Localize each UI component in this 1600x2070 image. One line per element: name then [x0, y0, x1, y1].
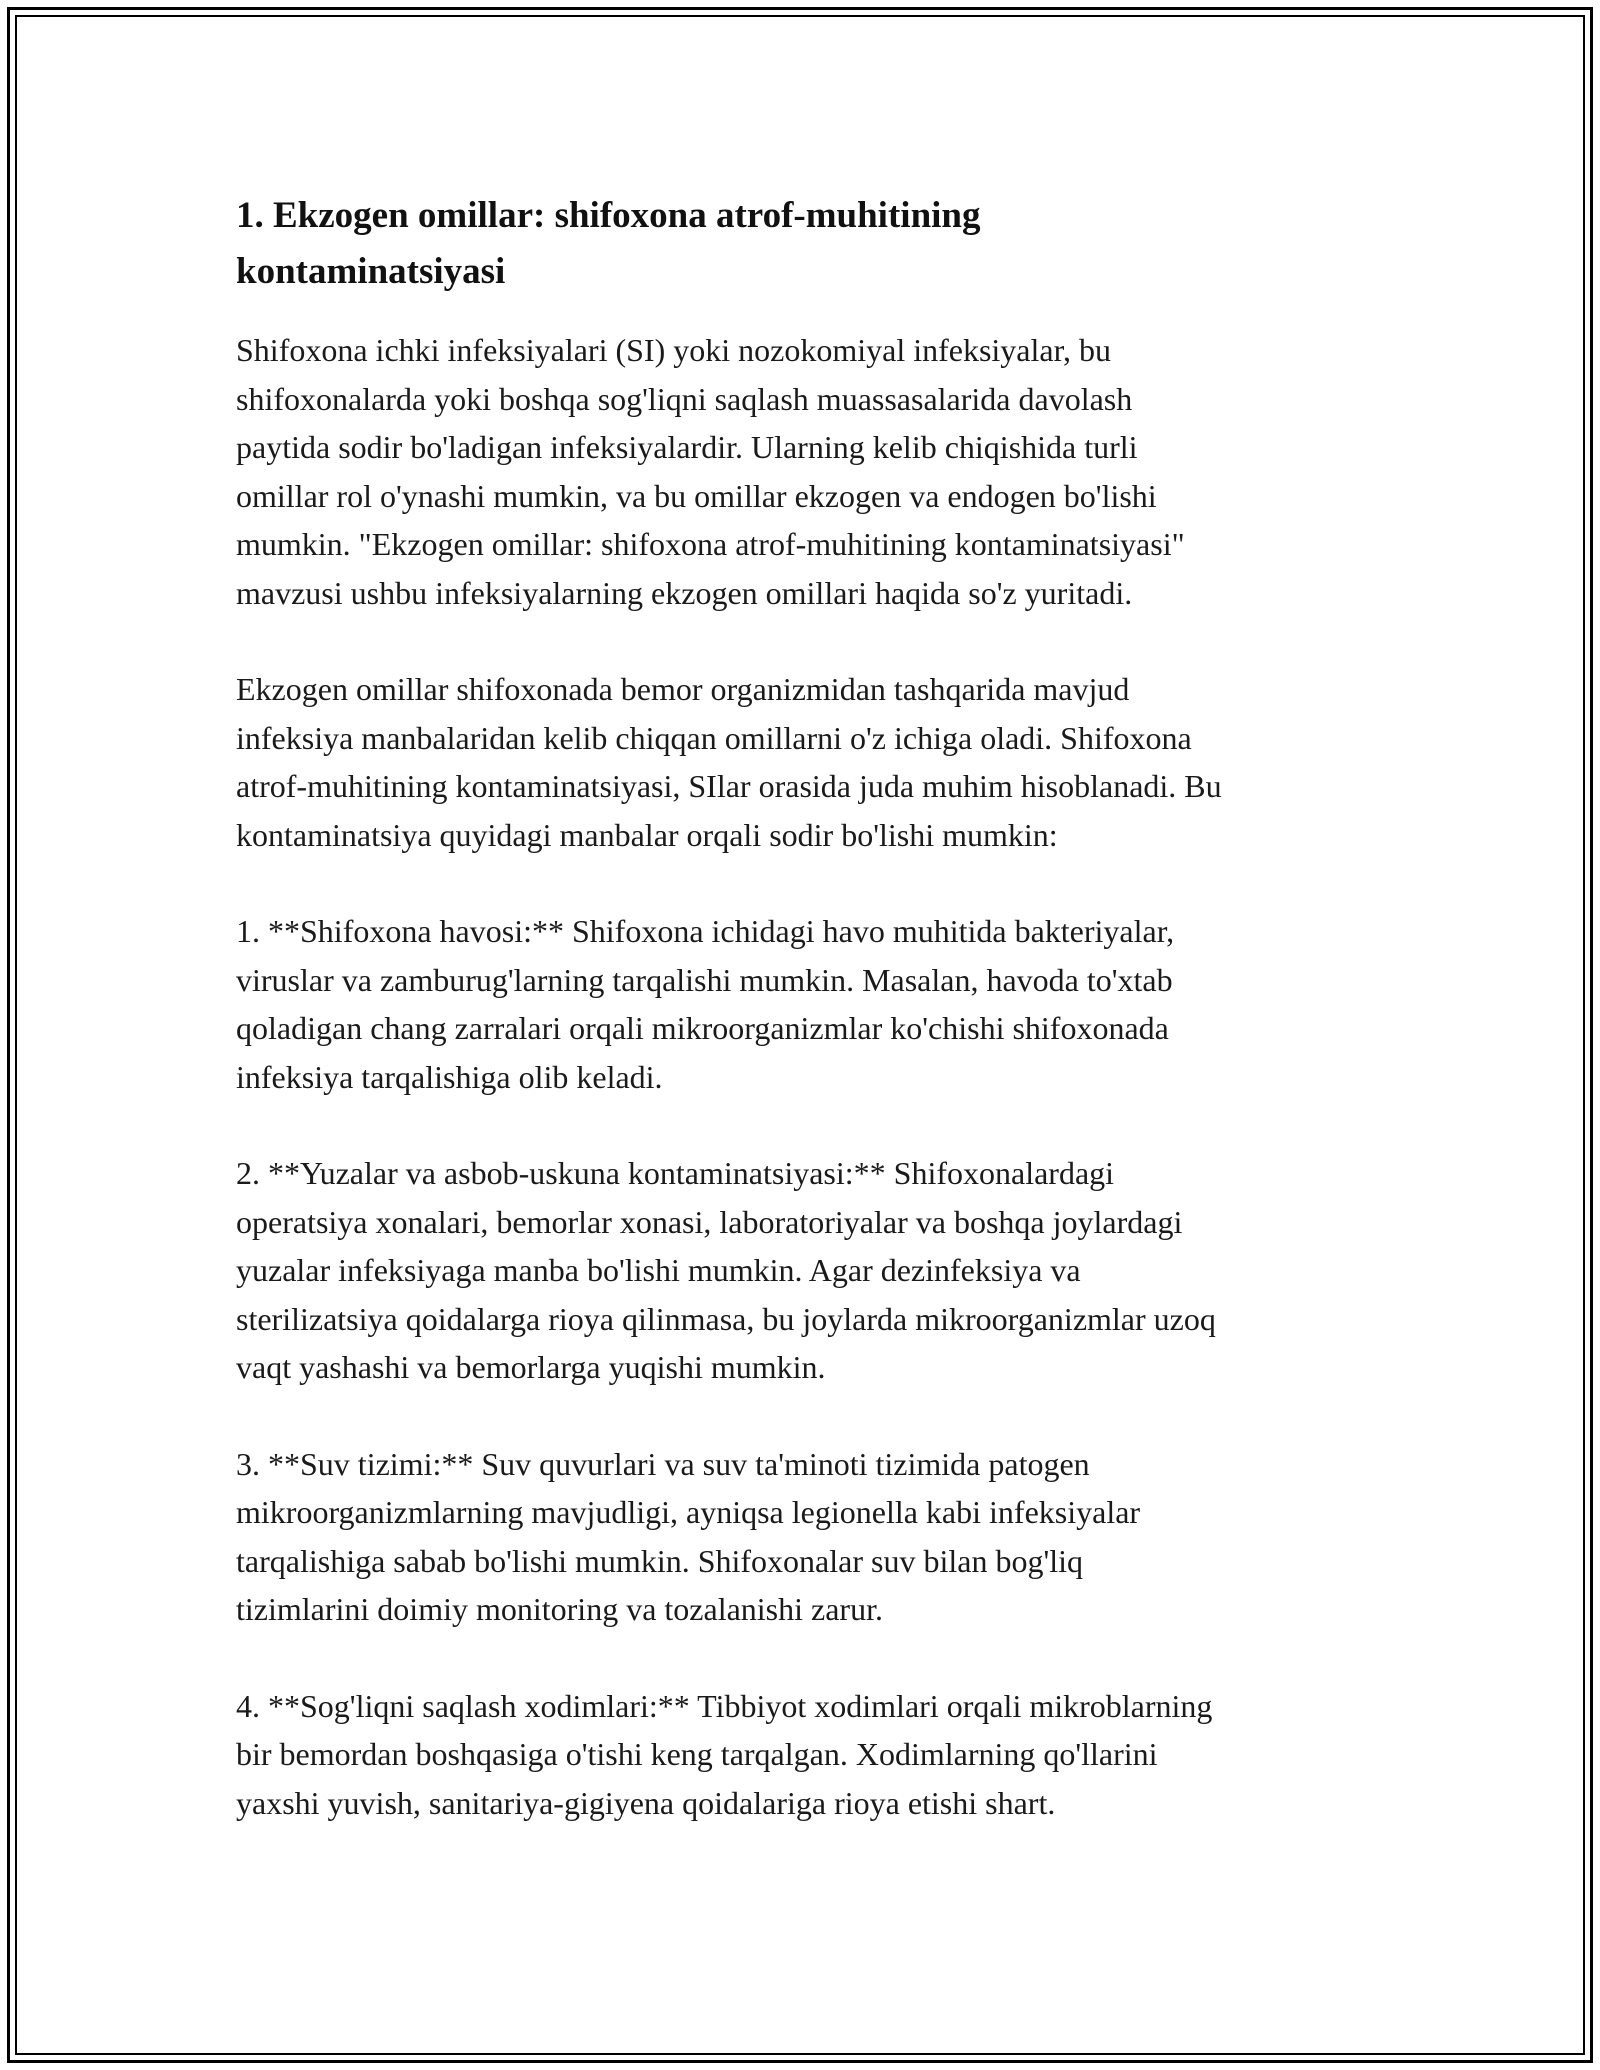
section-heading: 1. Ekzogen omillar: shifoxona atrof-muhitining kontaminatsiyasi — [236, 195, 981, 292]
list-item-surfaces-equipment: 2. **Yuzalar va asbob-uskuna kontaminatsiyasi:** Shifoxonalardagi operatsiya xonalari, bemorlar xonasi, laboratoriyalar va boshqa joylardagi yuzalar infeksiyaga manba bo'lishi mumkin. Agar dezinfeksiya va sterilizatsiya qoidalarga rioya qilinmasa, bu joylarda mikroorganizmlar uzoq vaqt yashashi va bemorlarga yuqishi mumkin. — [236, 1155, 1216, 1385]
list-item-water-system: 3. **Suv tizimi:** Suv quvurlari va suv ta'minoti tizimida patogen mikroorganizmlarning mavjudligi, ayniqsa legionella kabi infeksiyalar tarqalishiga sabab bo'lishi mumkin. Shifoxonalar suv bilan bog'liq tizimlarini doimiy monitoring va tozalanishi zarur. — [236, 1445, 1141, 1627]
intro-paragraph: Shifoxona ichki infeksiyalari (SI) yoki nozokomiyal infeksiyalar, bu shifoxonalarda yoki boshqa sog'liqni saqlash muassasalarida davolash paytida sodir bo'ladigan infeksiyalardir. Ularning kelib chiqishida turli omillar rol o'ynashi mumkin, va bu omillar ekzogen va endogen bo'lishi mumkin. "Ekzogen omillar: shifoxona atrof-muhitining kontaminatsiyasi" mavzusi ushbu infeksiyalarning ekzogen omillari haqida so'z yuritadi. — [236, 332, 1185, 611]
list-item-healthcare-staff: 4. **Sog'liqni saqlash xodimlari:** Tibbiyot xodimlari orqali mikroblarning bir bemordan boshqasiga o'tishi keng tarqalgan. Xodimlarning qo'llarini yaxshi yuvish, sanitariya-gigiyena qoidalariga rioya etishi shart. — [236, 1687, 1213, 1821]
document-body — [236, 188, 1396, 1875]
list-item-hospital-air: 1. **Shifoxona havosi:** Shifoxona ichidagi havo muhitida bakteriyalar, viruslar va zamburug'larning tarqalishi mumkin. Masalan, havoda to'xtab qoladigan chang zarralari orqali mikroorganizmlar ko'chishi shifoxonada infeksiya tarqalishiga olib keladi. — [236, 913, 1175, 1095]
exogenous-factors-paragraph: Ekzogen omillar shifoxonada bemor organizmidan tashqarida mavjud infeksiya manbalaridan kelib chiqqan omillarni o'z ichiga oladi. Shifoxona atrof-muhitining kontaminatsiyasi, SIlar orasida juda muhim hisoblanadi. Bu kontaminatsiya quyidagi manbalar orqali sodir bo'lishi mumkin: — [236, 671, 1222, 853]
